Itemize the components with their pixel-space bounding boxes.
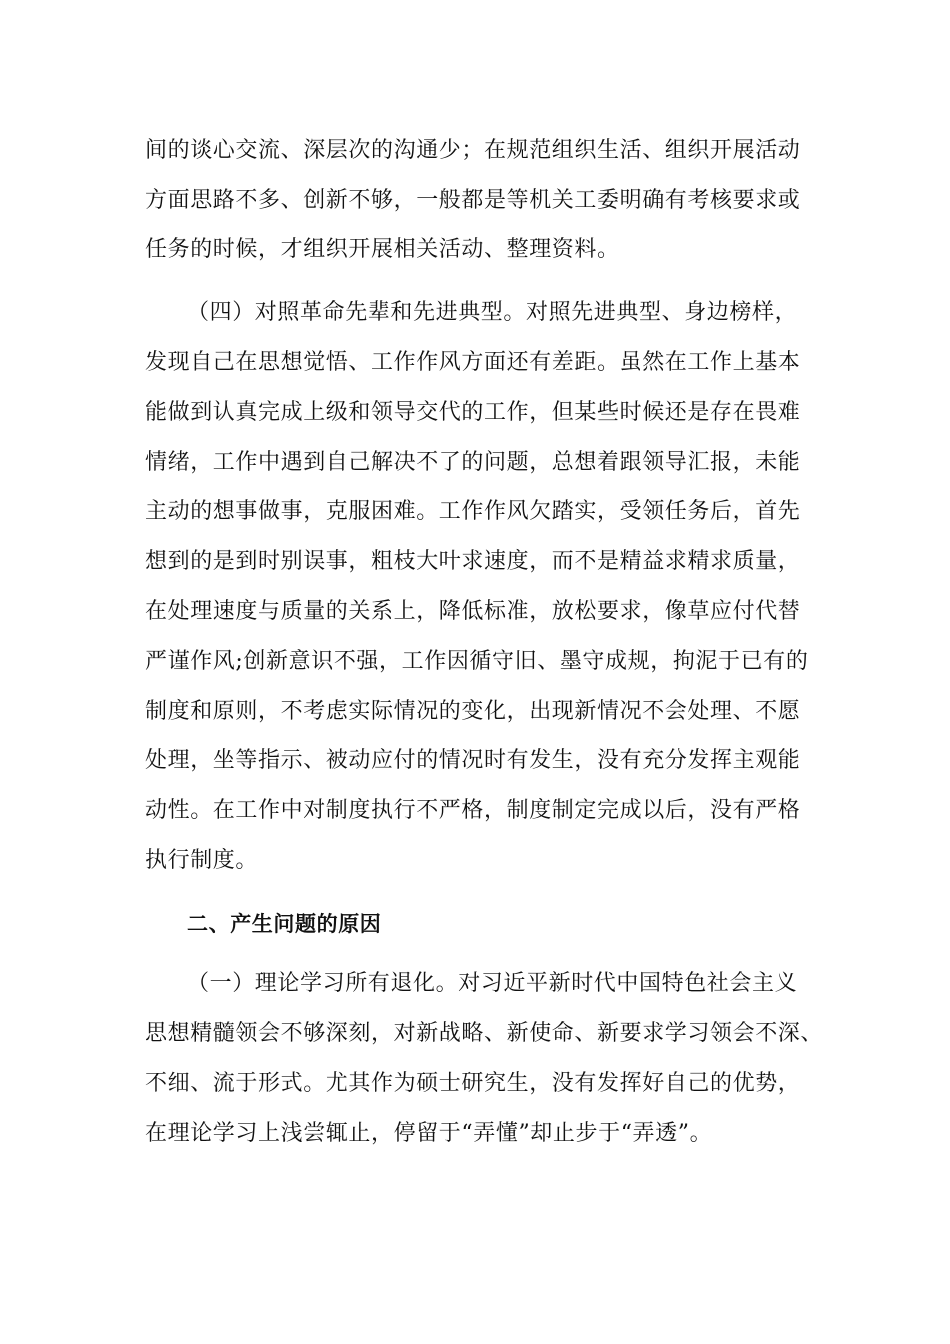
paragraph-3-line-1: （一）理论学习所有退化。对习近平新时代中国特色社会主义	[187, 971, 798, 996]
paragraph-2-line-5: 主动的想事做事，克服困难。工作作风欠踏实，受领任务后，首先	[145, 499, 801, 524]
paragraph-2-line-2: 发现自己在思想觉悟、工作作风方面还有差距。虽然在工作上基本	[145, 350, 801, 375]
paragraph-2-line-10: 处理，坐等指示、被动应付的情况时有发生，没有充分发挥主观能	[145, 748, 801, 773]
paragraph-3-line-3: 不细、流于形式。尤其作为硕士研究生，没有发挥好自己的优势，	[145, 1071, 801, 1096]
paragraph-2-line-8: 严谨作风;创新意识不强，工作因循守旧、墨守成规，拘泥于已有的	[145, 649, 809, 674]
paragraph-3-line-2: 思想精髓领会不够深刻，对新战略、新使命、新要求学习领会不深、	[145, 1021, 824, 1046]
paragraph-1-line-1: 间的谈心交流、深层次的沟通少；在规范组织生活、组织开展活动	[145, 138, 801, 163]
paragraph-2-line-1: （四）对照革命先辈和先进典型。对照先进典型、身边榜样，	[187, 300, 798, 325]
section-heading: 二、产生问题的原因	[187, 912, 382, 936]
paragraph-2-line-12: 执行制度。	[145, 848, 259, 873]
paragraph-2-line-3: 能做到认真完成上级和领导交代的工作，但某些时候还是存在畏难	[145, 400, 801, 425]
paragraph-2-line-9: 制度和原则，不考虑实际情况的变化，出现新情况不会处理、不愿	[145, 699, 801, 724]
paragraph-1-line-3: 任务的时候，才组织开展相关活动、整理资料。	[145, 237, 620, 262]
paragraph-2-line-6: 想到的是到时别误事，粗枝大叶求速度，而不是精益求精求质量，	[145, 549, 801, 574]
paragraph-3-line-4: 在理论学习上浅尝辄止，停留于“弄懂”却止步于“弄透”。	[145, 1121, 713, 1146]
paragraph-2-line-7: 在处理速度与质量的关系上，降低标准，放松要求，像草应付代替	[145, 599, 801, 624]
paragraph-2-line-11: 动性。在工作中对制度执行不严格，制度制定完成以后，没有严格	[145, 798, 801, 823]
paragraph-1-line-2: 方面思路不多、创新不够，一般都是等机关工委明确有考核要求或	[145, 188, 801, 213]
paragraph-2-line-4: 情绪，工作中遇到自己解决不了的问题，总想着跟领导汇报，未能	[145, 450, 801, 475]
